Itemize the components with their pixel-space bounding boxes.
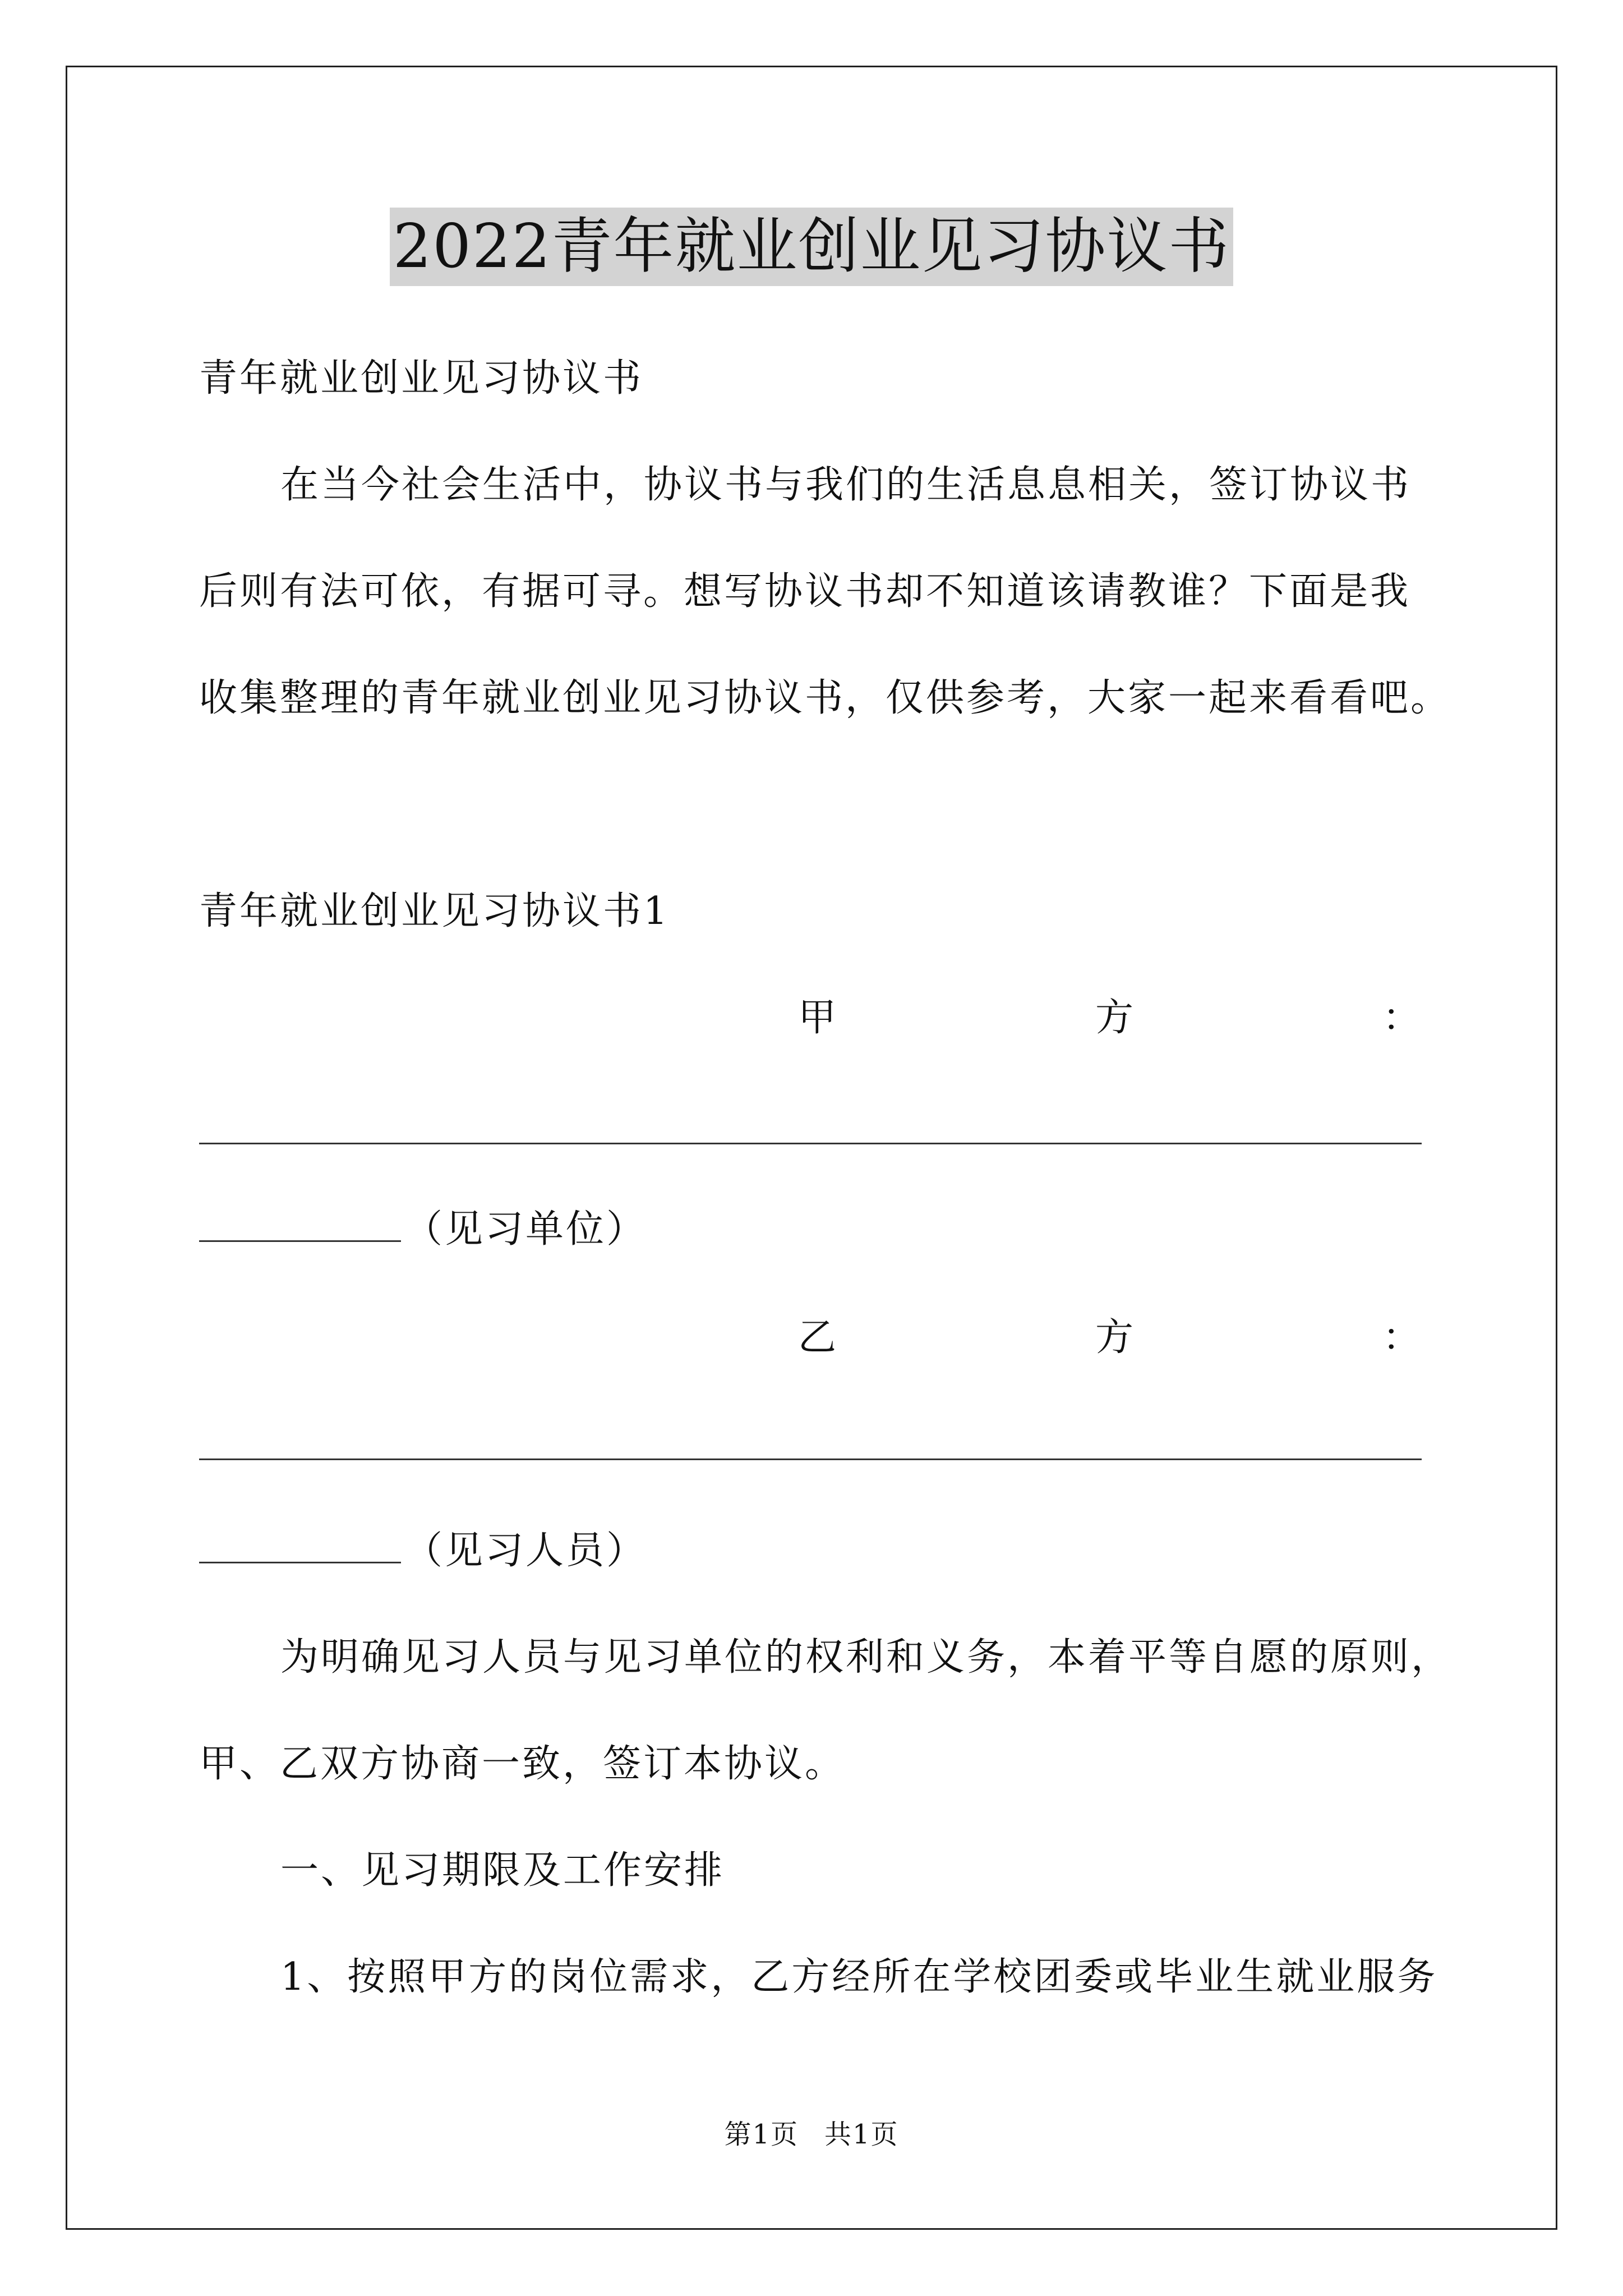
party-b-fill-line [199, 1458, 1422, 1460]
page-total: 共1页 [824, 2119, 899, 2150]
page-current: 第1页 [724, 2119, 799, 2150]
intro-line-1: 在当今社会生活中，协议书与我们的生活息息相关，签订协议书 [280, 463, 1412, 507]
party-a-role: （见习单位） [404, 1207, 647, 1251]
party-b-blank [199, 1527, 401, 1563]
section-heading: 青年就业创业见习协议书1 [199, 889, 670, 933]
party-a-label-2: 方 [1095, 996, 1134, 1040]
party-b-label-2: 方 [1095, 1315, 1134, 1360]
document-subtitle: 青年就业创业见习协议书 [199, 356, 644, 401]
party-b-role-line [199, 1526, 647, 1576]
intro-line-3: 收集整理的青年就业创业见习协议书，仅供参考，大家一起来看看吧。 [199, 676, 1451, 720]
party-a-fill-line [199, 1143, 1422, 1144]
intro-line-2: 后则有法可依，有据可寻。想写协议书却不知道该请教谁？下面是我 [199, 569, 1411, 614]
party-b-role: （见习人员） [404, 1529, 647, 1573]
party-b-label-1: 乙 [798, 1315, 837, 1360]
party-b-colon: ： [1382, 1315, 1421, 1360]
party-a-role-line [199, 1204, 647, 1255]
party-a-blank [199, 1205, 401, 1242]
purpose-line-1: 为明确见习人员与见习单位的权利和义务，本着平等自愿的原则， [280, 1635, 1452, 1680]
document-title: 2022青年就业创业见习协议书 [390, 208, 1234, 286]
party-a-row [199, 993, 1422, 1043]
article-1-heading: 一、见习期限及工作安排 [280, 1848, 725, 1893]
title-container [0, 208, 1623, 286]
page-footer [0, 2118, 1623, 2151]
party-a-colon: ： [1382, 996, 1421, 1040]
article-1-item-1: 1、按照甲方的岗位需求，乙方经所在学校团委或毕业生就业服务 [280, 1955, 1438, 1999]
party-b-row [199, 1313, 1422, 1363]
purpose-line-2: 甲、乙双方协商一致，签订本协议。 [199, 1742, 846, 1786]
party-a-label-1: 甲 [798, 996, 837, 1040]
